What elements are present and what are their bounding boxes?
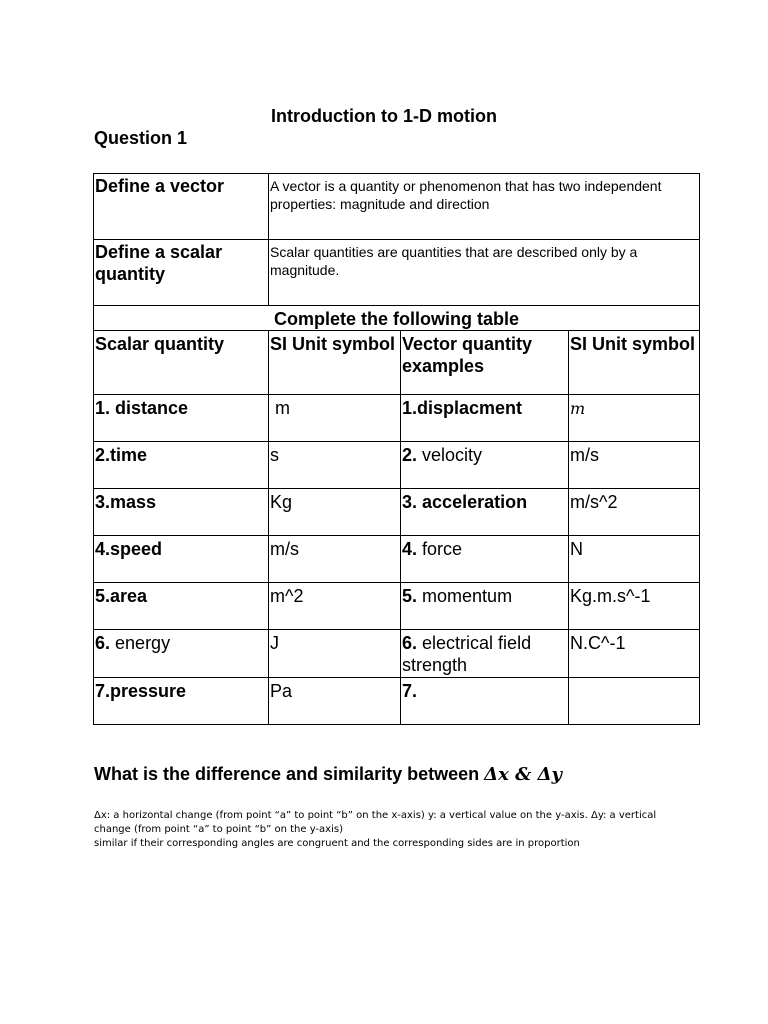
vector-name: force	[422, 539, 463, 559]
row-number: 2.	[95, 445, 111, 465]
scalar-unit: J	[270, 633, 279, 653]
table-row	[94, 442, 700, 489]
worksheet-table	[93, 173, 700, 725]
vector-unit-cell	[569, 395, 700, 442]
row-number: 7.	[402, 681, 418, 701]
vector-unit: N.C^-1	[570, 633, 626, 653]
vector-name: momentum	[422, 586, 513, 606]
vector-cell	[401, 536, 569, 583]
vector-cell	[401, 583, 569, 630]
scalar-name: pressure	[110, 681, 187, 701]
scalar-cell	[94, 630, 269, 678]
column-header: SI Unit symbol	[269, 331, 401, 395]
vector-name: displacment	[417, 398, 523, 418]
table-row	[94, 395, 700, 442]
column-header: SI Unit symbol	[569, 331, 700, 395]
question-2-symbols: Δx & Δy	[484, 764, 563, 785]
table-row	[94, 489, 700, 536]
definition-row-vector	[94, 174, 700, 240]
scalar-unit-cell	[269, 489, 401, 536]
definition-answer: A vector is a quantity or phenomenon that has two independent properties: magnitude and direction	[269, 174, 700, 240]
row-number: 4.	[95, 539, 111, 559]
question-2-text: What is the difference and similarity between	[94, 764, 480, 784]
definition-row-scalar	[94, 240, 700, 306]
vector-name: electrical field strength	[402, 633, 532, 675]
vector-unit-cell	[569, 536, 700, 583]
scalar-unit: s	[270, 445, 279, 465]
vector-unit: m/s^2	[570, 492, 618, 512]
row-number: 4.	[402, 539, 418, 559]
vector-unit-cell	[569, 489, 700, 536]
table-row	[94, 630, 700, 678]
vector-unit: m	[570, 399, 586, 418]
scalar-cell	[94, 489, 269, 536]
vector-unit: m/s	[570, 445, 599, 465]
scalar-name: energy	[115, 633, 171, 653]
row-number: 6.	[402, 633, 418, 653]
scalar-unit: m	[275, 398, 291, 418]
scalar-cell	[94, 442, 269, 489]
row-number: 1.	[402, 398, 418, 418]
scalar-unit-cell	[269, 678, 401, 725]
question-2-prompt	[94, 764, 562, 785]
scalar-cell	[94, 678, 269, 725]
vector-cell	[401, 678, 569, 725]
vector-unit-cell	[569, 630, 700, 678]
row-number: 3.	[402, 492, 418, 512]
scalar-unit: m^2	[270, 586, 304, 606]
scalar-cell	[94, 395, 269, 442]
vector-unit-cell	[569, 442, 700, 489]
scalar-name: area	[110, 586, 148, 606]
question-1-label: Question 1	[94, 128, 188, 148]
scalar-unit: Pa	[270, 681, 293, 701]
table-heading-row	[94, 306, 700, 331]
scalar-name: distance	[115, 398, 189, 418]
definition-answer: Scalar quantities are quantities that are described only by a magnitude.	[269, 240, 700, 306]
scalar-unit-cell	[269, 630, 401, 678]
scalar-unit: Kg	[270, 492, 293, 512]
scalar-unit-cell	[269, 536, 401, 583]
document-title: Introduction to 1-D motion	[271, 106, 497, 126]
row-number: 1.	[95, 398, 111, 418]
scalar-cell	[94, 583, 269, 630]
vector-name: acceleration	[422, 492, 528, 512]
row-number: 7.	[95, 681, 111, 701]
scalar-unit: m/s	[270, 539, 299, 559]
column-header: Vector quantity examples	[401, 331, 569, 395]
vector-cell	[401, 489, 569, 536]
table-row	[94, 678, 700, 725]
vector-name: velocity	[422, 445, 483, 465]
row-number: 3.	[95, 492, 111, 512]
vector-cell	[401, 442, 569, 489]
vector-unit: N	[570, 539, 583, 559]
answer-line: Δx: a horizontal change (from point “a” to point “b” on the x-axis) y: a vertical value on the y-axis. Δy: a vertical change (from point “a” to point “b” on the y-axis)	[94, 810, 657, 835]
scalar-name: speed	[110, 539, 163, 559]
row-number: 6.	[95, 633, 111, 653]
row-number: 5.	[95, 586, 111, 606]
scalar-cell	[94, 536, 269, 583]
column-header: Scalar quantity	[94, 331, 269, 395]
scalar-name: time	[110, 445, 148, 465]
table-heading: Complete the following table	[94, 306, 700, 331]
question-2-answer	[94, 809, 694, 851]
vector-cell	[401, 630, 569, 678]
table-row	[94, 536, 700, 583]
vector-unit-cell	[569, 583, 700, 630]
definition-term: Define a vector	[94, 174, 269, 240]
scalar-name: mass	[110, 492, 157, 512]
vector-cell	[401, 395, 569, 442]
scalar-unit-cell	[269, 583, 401, 630]
scalar-unit-cell	[269, 395, 401, 442]
column-header-row	[94, 331, 700, 395]
answer-line: similar if their corresponding angles are congruent and the corresponding sides are in proportion	[94, 838, 580, 849]
scalar-unit-cell	[269, 442, 401, 489]
table-row	[94, 583, 700, 630]
vector-unit: Kg.m.s^-1	[570, 586, 651, 606]
definition-term: Define a scalar quantity	[94, 240, 269, 306]
row-number: 5.	[402, 586, 418, 606]
vector-unit-cell	[569, 678, 700, 725]
row-number: 2.	[402, 445, 418, 465]
